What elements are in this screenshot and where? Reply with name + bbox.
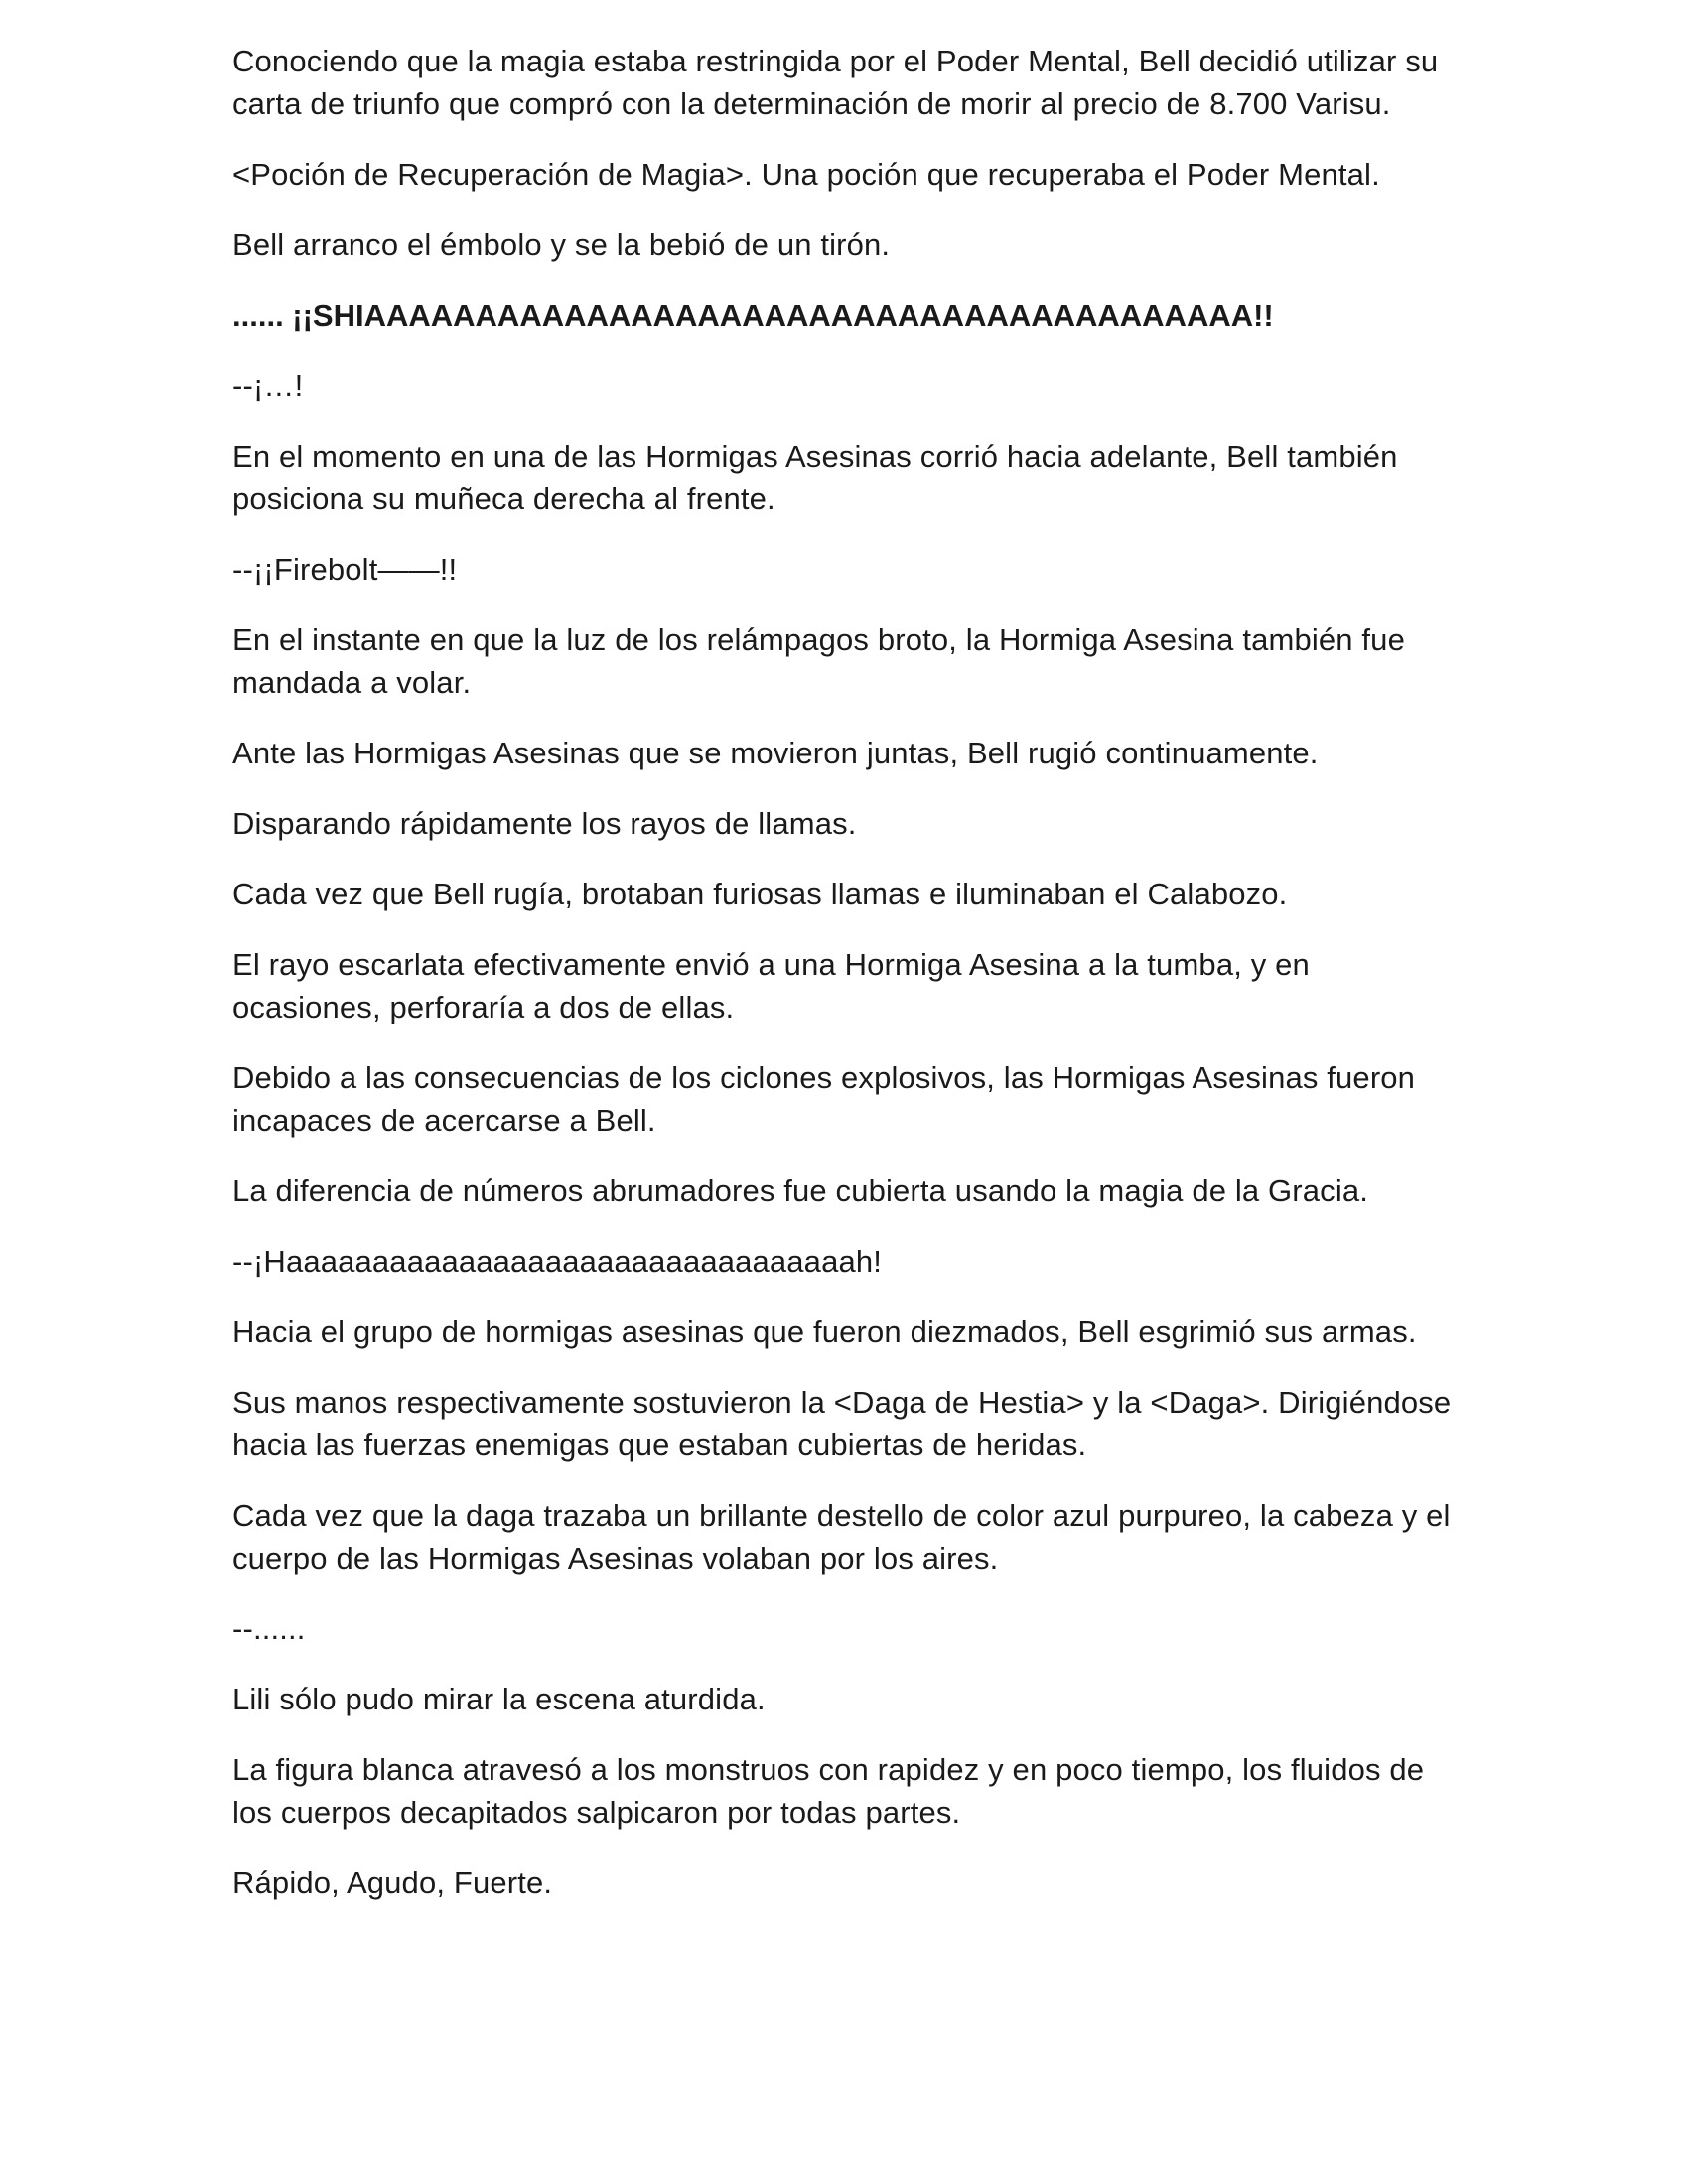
paragraph: --...... [232,1611,306,1646]
paragraph-shout: ...... ¡¡SHIAAAAAAAAAAAAAAAAAAAAAAAAAAAAAAAAAAAAAAAA!! [232,298,1274,333]
paragraph: Cada vez que Bell rugía, brotaban furiosas llamas e iluminaban el Calabozo. [232,877,1288,911]
document-body [232,40,1464,1932]
paragraph: --¡…! [232,368,304,403]
paragraph: <Poción de Recuperación de Magia>. Una poción que recuperaba el Poder Mental. [232,157,1380,192]
paragraph: Bell arranco el émbolo y se la bebió de un tirón. [232,227,891,262]
paragraph: En el instante en que la luz de los relámpagos broto, la Hormiga Asesina también fue mandada a volar. [232,622,1405,700]
paragraph: Hacia el grupo de hormigas asesinas que fueron diezmados, Bell esgrimió sus armas. [232,1314,1417,1349]
paragraph: Cada vez que la daga trazaba un brillante destello de color azul purpureo, la cabeza y el cuerpo de las Hormigas Asesinas volaban por los aires. [232,1498,1451,1575]
paragraph: Disparando rápidamente los rayos de llamas. [232,806,857,841]
paragraph: La figura blanca atravesó a los monstruos con rapidez y en poco tiempo, los fluidos de los cuerpos decapitados salpicaron por todas partes. [232,1752,1425,1830]
paragraph: Sus manos respectivamente sostuvieron la <Daga de Hestia> y la <Daga>. Dirigiéndose hacia las fuerzas enemigas que estaban cubiertas de heridas. [232,1385,1452,1462]
paragraph: --¡Haaaaaaaaaaaaaaaaaaaaaaaaaaaaaaaaah! [232,1244,883,1279]
paragraph: Lili sólo pudo mirar la escena aturdida. [232,1682,766,1716]
paragraph: En el momento en una de las Hormigas Asesinas corrió hacia adelante, Bell también posiciona su muñeca derecha al frente. [232,439,1398,516]
paragraph: El rayo escarlata efectivamente envió a una Hormiga Asesina a la tumba, y en ocasiones, perforaría a dos de ellas. [232,947,1310,1024]
paragraph: Rápido, Agudo, Fuerte. [232,1865,553,1900]
paragraph: La diferencia de números abrumadores fue cubierta usando la magia de la Gracia. [232,1173,1369,1208]
paragraph: --¡¡Firebolt——!! [232,552,458,587]
paragraph: Ante las Hormigas Asesinas que se movieron juntas, Bell rugió continuamente. [232,736,1319,770]
paragraph: Debido a las consecuencias de los ciclones explosivos, las Hormigas Asesinas fueron incapaces de acercarse a Bell. [232,1060,1416,1138]
paragraph: Conociendo que la magia estaba restringida por el Poder Mental, Bell decidió utilizar su carta de triunfo que compró con la determinación de morir al precio de 8.700 Varisu. [232,44,1439,121]
